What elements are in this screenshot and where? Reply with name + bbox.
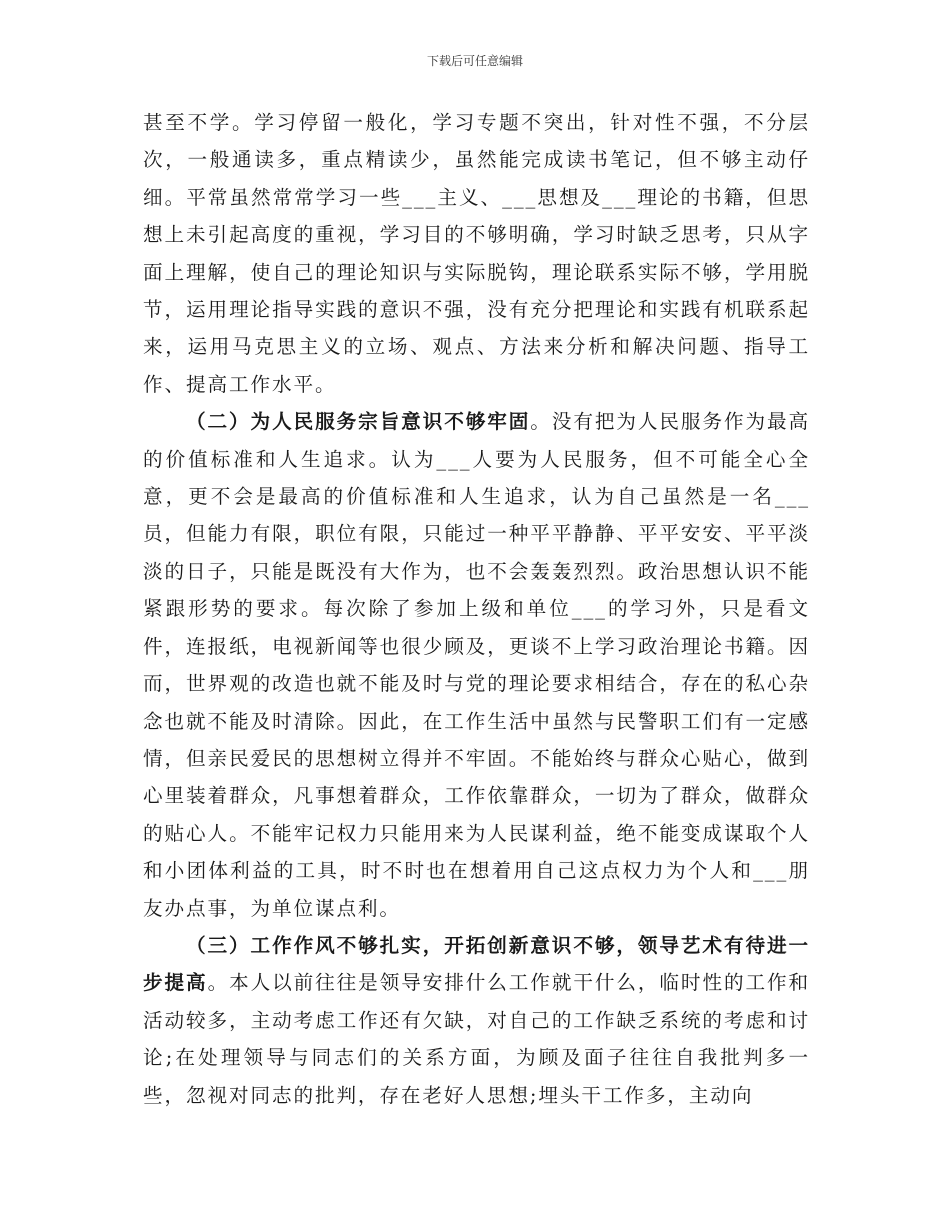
paragraph-3-text: 。本人以前往往是领导安排什么工作就干什么，临时性的工作和活动较多，主动考虑工作还有欠缺，对自己的工作缺乏系统的考虑和讨论;在处理领导与同志们的关系方面，为顾及面子往往自我批判多一些，忽视对同志的批判，存在老好人思想;埋头干工作多，主动向 xyxy=(143,971,811,1107)
paragraph-3 xyxy=(143,927,810,1114)
paragraph-2-text: 。没有把为人民服务作为最高的价值标准和人生追求。认为___人要为人民服务，但不可能全心全意，更不会是最高的价值标准和人生追求，认为自己虽然是一名___员，但能力有限，职位有限，只能过一种平平静静、平平安安、平平淡淡的日子，只能是既没有大作为，也不会轰轰烈烈。政治思想认识不能紧跟形势的要求。每次除了参加上级和单位___的学习外，只是看文件，连报纸，电视新闻等也很少顾及，更谈不上学习政治理论书籍。因而，世界观的改造也就不能及时与党的理论要求相结合，存在的私心杂念也就不能及时清除。因此，在工作生活中虽然与民警职工们有一定感情，但亲民爱民的思想树立得并不牢固。不能始终与群众心贴心，做到心里装着群众，凡事想着群众，工作依靠群众，一切为了群众，做群众的贴心人。不能牢记权力只能用来为人民谋利益，绝不能变成谋取个人和小团体利益的工具，时不时也在想着用自己这点权力为个人和___朋友办点事，为单位谋点利。 xyxy=(143,410,811,920)
paragraph-2 xyxy=(143,403,810,927)
paragraph-1 xyxy=(143,104,810,403)
paragraph-1-text: 甚至不学。学习停留一般化，学习专题不突出，针对性不强，不分层次，一般通读多，重点精读少，虽然能完成读书笔记，但不够主动仔细。平常虽然常常学习一些___主义、___思想及___理论的书籍，但思想上未引起高度的重视，学习目的不够明确，学习时缺乏思考，只从字面上理解，使自己的理论知识与实际脱钩，理论联系实际不够，学用脱节，运用理论指导实践的意识不强，没有充分把理论和实践有机联系起来，运用马克思主义的立场、观点、方法来分析和解决问题、指导工作、提高工作水平。 xyxy=(143,111,810,396)
paragraph-3-heading: （三）工作作风不够扎实，开拓创新意识不够，领导艺术有待进一步提高 xyxy=(143,933,810,995)
page-header: 下载后可任意编辑 xyxy=(426,54,523,68)
paragraph-2-heading: （二）为人民服务宗旨意识不够牢固 xyxy=(186,410,531,434)
document-body xyxy=(143,104,810,1114)
